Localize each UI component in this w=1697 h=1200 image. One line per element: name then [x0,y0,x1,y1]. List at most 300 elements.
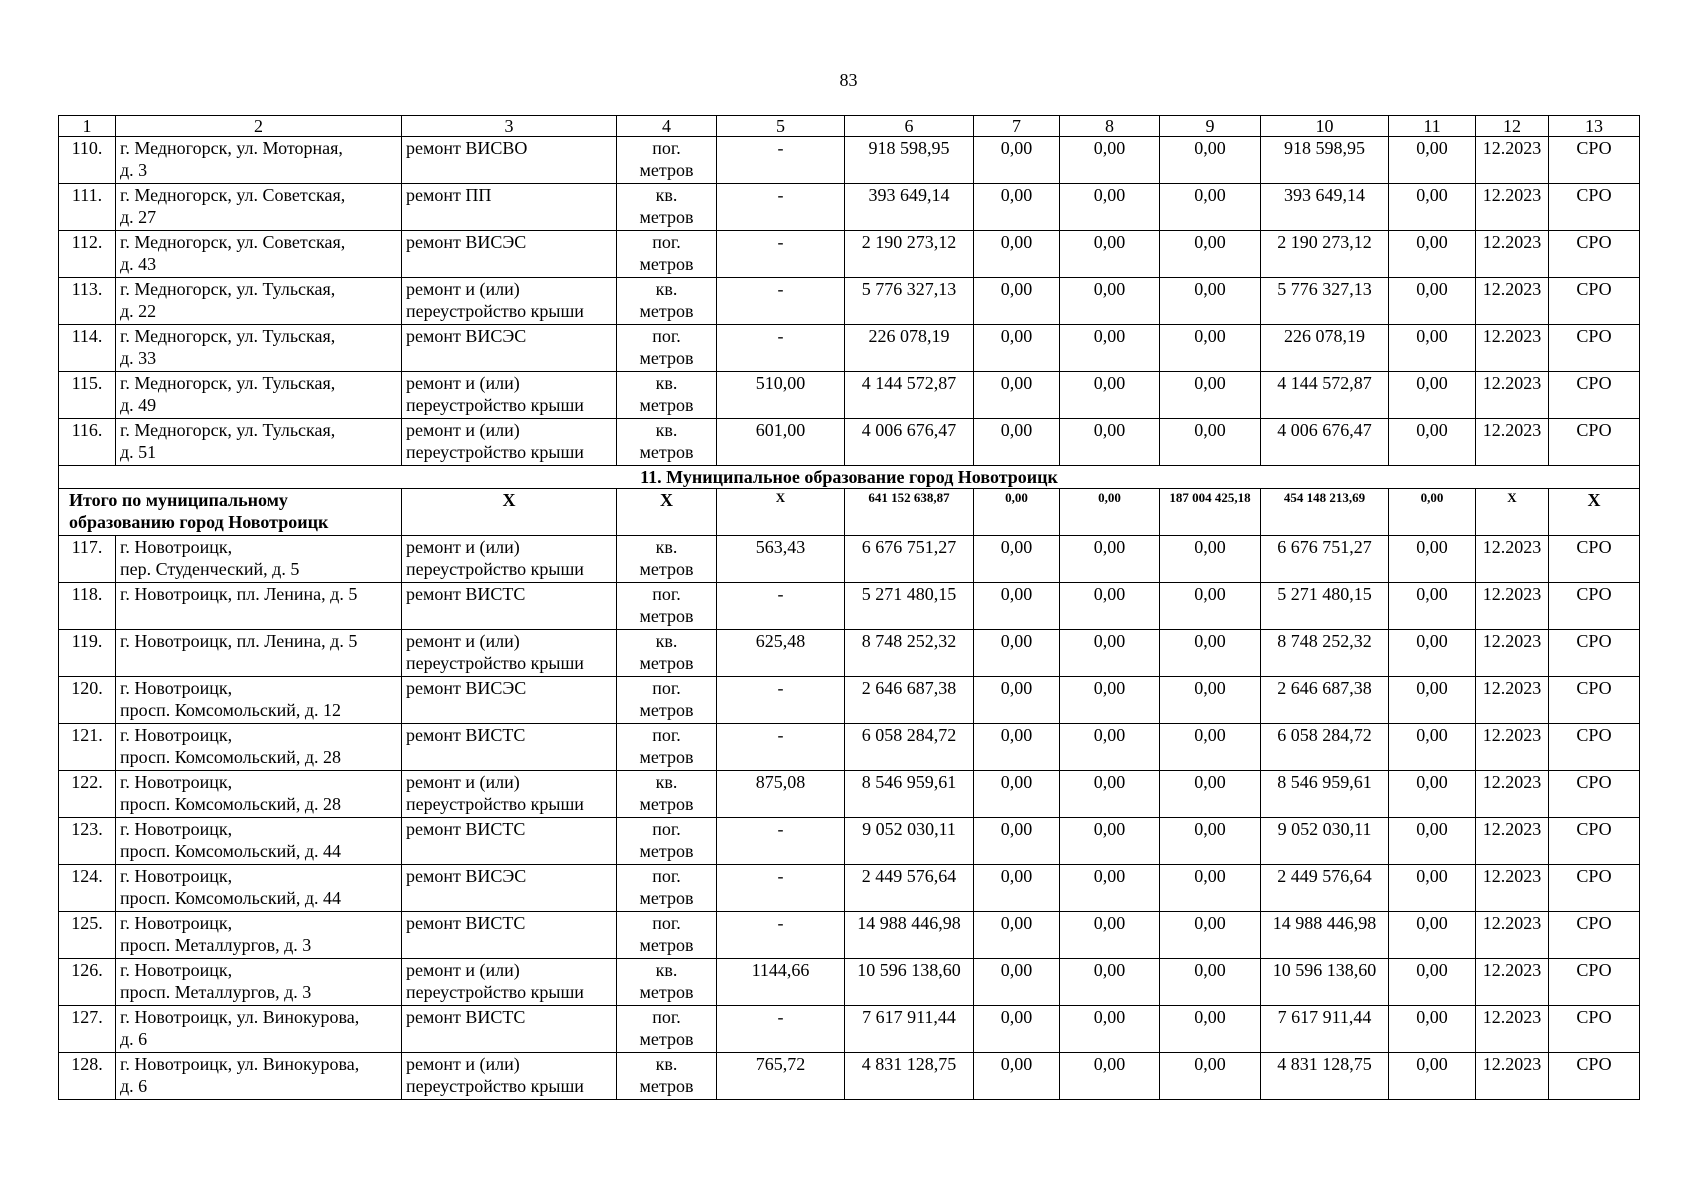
value-c6: 14 988 446,98 [845,912,974,959]
address [116,771,402,818]
value-c8: 0,00 [1060,583,1160,630]
value-c12: 12.2023 [1476,1006,1549,1053]
total-label [59,489,402,536]
column-header: 2 [116,116,402,137]
unit-line-1: кв. [655,420,678,440]
value-c6: 6 676 751,27 [845,536,974,583]
value-c9: 0,00 [1160,583,1261,630]
value-c9: 0,00 [1160,865,1261,912]
address-line-2: д. 51 [120,442,157,462]
work-type [402,724,617,771]
register-table [58,115,1640,1100]
work-type-line-2: переустройство крыши [406,653,584,673]
unit-line-1: пог. [652,819,681,839]
unit-line-2: метров [639,559,694,579]
value-c6: 918 598,95 [845,137,974,184]
value-c6: 6 058 284,72 [845,724,974,771]
value-c12: 12.2023 [1476,959,1549,1006]
value-c7: 0,00 [974,630,1060,677]
value-c12: 12.2023 [1476,419,1549,466]
value-c5: 601,00 [717,419,845,466]
organization: СРО [1549,536,1640,583]
work-type [402,912,617,959]
value-c7: 0,00 [974,959,1060,1006]
table-row [59,677,1640,724]
address [116,278,402,325]
total-c7: 0,00 [974,489,1060,536]
value-c10: 5 271 480,15 [1261,583,1389,630]
address-line-2: д. 22 [120,301,157,321]
row-number: 119. [59,630,116,677]
work-type [402,1006,617,1053]
unit [617,278,717,325]
value-c8: 0,00 [1060,771,1160,818]
address [116,536,402,583]
unit [617,325,717,372]
table-row [59,372,1640,419]
value-c11: 0,00 [1389,372,1476,419]
value-c10: 8 748 252,32 [1261,630,1389,677]
column-header: 5 [717,116,845,137]
unit-line-1: кв. [655,1054,678,1074]
organization: СРО [1549,818,1640,865]
organization: СРО [1549,771,1640,818]
work-type [402,137,617,184]
unit-line-2: метров [639,888,694,908]
table-row [59,1006,1640,1053]
total-c11: 0,00 [1389,489,1476,536]
value-c5: - [717,325,845,372]
value-c5: - [717,583,845,630]
value-c9: 0,00 [1160,231,1261,278]
unit-line-1: пог. [652,678,681,698]
value-c9: 0,00 [1160,959,1261,1006]
address-line-1: г. Новотроицк, ул. Винокурова, [120,1054,360,1074]
value-c11: 0,00 [1389,583,1476,630]
value-c9: 0,00 [1160,677,1261,724]
value-c5: 875,08 [717,771,845,818]
total-c8: 0,00 [1060,489,1160,536]
value-c12: 12.2023 [1476,865,1549,912]
value-c6: 7 617 911,44 [845,1006,974,1053]
value-c11: 0,00 [1389,630,1476,677]
value-c7: 0,00 [974,677,1060,724]
work-type [402,583,617,630]
address [116,630,402,677]
value-c10: 4 006 676,47 [1261,419,1389,466]
work-type-line-2: переустройство крыши [406,1076,584,1096]
work-type-line-1: ремонт ВИСТС [406,1007,526,1027]
total-label-line-1: Итого по муниципальному [69,490,288,510]
address [116,724,402,771]
table-row [59,865,1640,912]
value-c5: - [717,278,845,325]
work-type [402,536,617,583]
row-number: 126. [59,959,116,1006]
value-c11: 0,00 [1389,231,1476,278]
unit-line-2: метров [639,841,694,861]
value-c11: 0,00 [1389,1053,1476,1100]
unit-line-2: метров [639,395,694,415]
value-c8: 0,00 [1060,231,1160,278]
address-line-1: г. Новотроицк, [120,913,233,933]
unit [617,137,717,184]
value-c9: 0,00 [1160,325,1261,372]
organization: СРО [1549,278,1640,325]
value-c10: 9 052 030,11 [1261,818,1389,865]
value-c8: 0,00 [1060,184,1160,231]
table-row [59,278,1640,325]
unit [617,818,717,865]
value-c10: 14 988 446,98 [1261,912,1389,959]
organization: СРО [1549,630,1640,677]
unit-line-2: метров [639,1029,694,1049]
organization: СРО [1549,583,1640,630]
unit [617,536,717,583]
address-line-2: д. 3 [120,160,148,180]
value-c11: 0,00 [1389,1006,1476,1053]
value-c6: 8 546 959,61 [845,771,974,818]
unit-line-1: кв. [655,373,678,393]
row-number: 113. [59,278,116,325]
organization: СРО [1549,959,1640,1006]
unit-line-1: кв. [655,185,678,205]
unit [617,231,717,278]
value-c7: 0,00 [974,1053,1060,1100]
table-row [59,771,1640,818]
value-c8: 0,00 [1060,1053,1160,1100]
work-type-line-2: переустройство крыши [406,559,584,579]
work-type [402,1053,617,1100]
address-line-1: г. Новотроицк, [120,678,233,698]
address-line-2: д. 43 [120,254,157,274]
value-c5: 765,72 [717,1053,845,1100]
address-line-1: г. Медногорск, ул. Моторная, [120,138,343,158]
unit [617,724,717,771]
unit-line-2: метров [639,301,694,321]
value-c10: 4 144 572,87 [1261,372,1389,419]
value-c8: 0,00 [1060,325,1160,372]
value-c7: 0,00 [974,865,1060,912]
address [116,959,402,1006]
total-row [59,489,1640,536]
column-header: 6 [845,116,974,137]
value-c5: - [717,818,845,865]
value-c10: 4 831 128,75 [1261,1053,1389,1100]
address [116,583,402,630]
work-type-line-1: ремонт ВИСЭС [406,866,527,886]
section-row [59,466,1640,489]
value-c5: 510,00 [717,372,845,419]
value-c9: 0,00 [1160,372,1261,419]
value-c8: 0,00 [1060,419,1160,466]
value-c9: 0,00 [1160,536,1261,583]
value-c7: 0,00 [974,583,1060,630]
address-line-1: г. Новотроицк, [120,537,233,557]
unit-line-2: метров [639,606,694,626]
organization: СРО [1549,1053,1640,1100]
address-line-1: г. Новотроицк, [120,960,233,980]
row-number: 124. [59,865,116,912]
value-c10: 2 449 576,64 [1261,865,1389,912]
value-c11: 0,00 [1389,677,1476,724]
value-c8: 0,00 [1060,278,1160,325]
work-type-line-2: переустройство крыши [406,982,584,1002]
value-c9: 0,00 [1160,724,1261,771]
value-c5: - [717,231,845,278]
table-row [59,231,1640,278]
value-c9: 0,00 [1160,419,1261,466]
address-line-2: д. 6 [120,1076,148,1096]
value-c7: 0,00 [974,818,1060,865]
row-number: 120. [59,677,116,724]
value-c6: 5 776 327,13 [845,278,974,325]
value-c5: - [717,865,845,912]
work-type [402,771,617,818]
total-label-line-2: образованию город Новотроицк [69,512,329,532]
row-number: 110. [59,137,116,184]
row-number: 118. [59,583,116,630]
value-c11: 0,00 [1389,724,1476,771]
value-c8: 0,00 [1060,959,1160,1006]
unit-line-1: кв. [655,772,678,792]
unit-line-1: кв. [655,960,678,980]
table-row [59,583,1640,630]
table-row [59,630,1640,677]
value-c9: 0,00 [1160,912,1261,959]
value-c9: 0,00 [1160,1053,1261,1100]
unit-line-1: пог. [652,725,681,745]
organization: СРО [1549,231,1640,278]
total-c6: 641 152 638,87 [845,489,974,536]
row-number: 111. [59,184,116,231]
address [116,325,402,372]
address-line-1: г. Медногорск, ул. Тульская, [120,279,336,299]
column-header: 7 [974,116,1060,137]
value-c12: 12.2023 [1476,536,1549,583]
table-row [59,419,1640,466]
unit [617,372,717,419]
value-c6: 2 646 687,38 [845,677,974,724]
value-c8: 0,00 [1060,1006,1160,1053]
total-c3: Х [402,489,617,536]
unit-line-2: метров [639,442,694,462]
unit-line-1: пог. [652,232,681,252]
value-c10: 10 596 138,60 [1261,959,1389,1006]
address [116,231,402,278]
organization: СРО [1549,677,1640,724]
value-c8: 0,00 [1060,536,1160,583]
address-line-2: просп. Металлургов, д. 3 [120,935,312,955]
work-type-line-1: ремонт и (или) [406,279,520,299]
unit-line-1: кв. [655,537,678,557]
work-type [402,959,617,1006]
address-line-1: г. Новотроицк, [120,725,233,745]
address-line-1: г. Новотроицк, пл. Ленина, д. 5 [120,631,358,651]
value-c7: 0,00 [974,536,1060,583]
table-row [59,959,1640,1006]
value-c5: - [717,912,845,959]
unit-line-1: пог. [652,584,681,604]
column-header: 8 [1060,116,1160,137]
column-header: 3 [402,116,617,137]
address-line-2: просп. Комсомольский, д. 44 [120,841,342,861]
value-c12: 12.2023 [1476,1053,1549,1100]
address-line-1: г. Медногорск, ул. Советская, [120,185,346,205]
value-c10: 8 546 959,61 [1261,771,1389,818]
work-type [402,372,617,419]
value-c10: 6 058 284,72 [1261,724,1389,771]
total-c12: Х [1476,489,1549,536]
address [116,137,402,184]
value-c6: 4 831 128,75 [845,1053,974,1100]
value-c12: 12.2023 [1476,818,1549,865]
value-c6: 4 006 676,47 [845,419,974,466]
value-c12: 12.2023 [1476,677,1549,724]
total-c9: 187 004 425,18 [1160,489,1261,536]
table-row [59,536,1640,583]
row-number: 115. [59,372,116,419]
value-c11: 0,00 [1389,419,1476,466]
value-c10: 393 649,14 [1261,184,1389,231]
address-line-2: д. 33 [120,348,157,368]
address [116,677,402,724]
work-type [402,184,617,231]
value-c11: 0,00 [1389,818,1476,865]
work-type-line-2: переустройство крыши [406,794,584,814]
address-line-2: просп. Комсомольский, д. 44 [120,888,342,908]
work-type-line-1: ремонт ВИСТС [406,725,526,745]
work-type [402,677,617,724]
value-c12: 12.2023 [1476,184,1549,231]
value-c9: 0,00 [1160,630,1261,677]
value-c7: 0,00 [974,137,1060,184]
unit-line-1: пог. [652,138,681,158]
address-line-1: г. Новотроицк, пл. Ленина, д. 5 [120,584,358,604]
table-row [59,184,1640,231]
row-number: 114. [59,325,116,372]
value-c11: 0,00 [1389,771,1476,818]
value-c8: 0,00 [1060,724,1160,771]
address-line-2: д. 6 [120,1029,148,1049]
table-row [59,137,1640,184]
value-c10: 6 676 751,27 [1261,536,1389,583]
work-type-line-1: ремонт и (или) [406,1054,520,1074]
row-number: 123. [59,818,116,865]
work-type [402,865,617,912]
value-c7: 0,00 [974,1006,1060,1053]
value-c11: 0,00 [1389,278,1476,325]
organization: СРО [1549,137,1640,184]
unit-line-2: метров [639,348,694,368]
unit-line-1: кв. [655,631,678,651]
value-c8: 0,00 [1060,677,1160,724]
value-c11: 0,00 [1389,865,1476,912]
work-type [402,818,617,865]
row-number: 116. [59,419,116,466]
unit-line-2: метров [639,747,694,767]
address-line-2: д. 49 [120,395,157,415]
value-c7: 0,00 [974,184,1060,231]
row-number: 125. [59,912,116,959]
unit-line-2: метров [639,1076,694,1096]
row-number: 121. [59,724,116,771]
address-line-2: просп. Металлургов, д. 3 [120,982,312,1002]
value-c12: 12.2023 [1476,771,1549,818]
value-c10: 2 646 687,38 [1261,677,1389,724]
value-c7: 0,00 [974,771,1060,818]
value-c7: 0,00 [974,231,1060,278]
unit-line-1: пог. [652,866,681,886]
value-c8: 0,00 [1060,865,1160,912]
organization: СРО [1549,184,1640,231]
unit [617,583,717,630]
value-c6: 5 271 480,15 [845,583,974,630]
row-number: 127. [59,1006,116,1053]
address-line-2: пер. Студенческий, д. 5 [120,559,300,579]
value-c6: 8 748 252,32 [845,630,974,677]
work-type-line-1: ремонт и (или) [406,960,520,980]
value-c9: 0,00 [1160,771,1261,818]
value-c12: 12.2023 [1476,137,1549,184]
value-c12: 12.2023 [1476,724,1549,771]
value-c8: 0,00 [1060,818,1160,865]
column-header: 9 [1160,116,1261,137]
address-line-1: г. Новотроицк, [120,772,233,792]
value-c12: 12.2023 [1476,325,1549,372]
unit-line-2: метров [639,794,694,814]
total-c4: Х [617,489,717,536]
organization: СРО [1549,724,1640,771]
address-line-1: г. Медногорск, ул. Тульская, [120,373,336,393]
value-c6: 2 449 576,64 [845,865,974,912]
value-c5: - [717,184,845,231]
value-c6: 2 190 273,12 [845,231,974,278]
address-line-2: просп. Комсомольский, д. 28 [120,794,342,814]
value-c11: 0,00 [1389,184,1476,231]
value-c9: 0,00 [1160,1006,1261,1053]
address [116,372,402,419]
work-type-line-2: переустройство крыши [406,442,584,462]
value-c5: 625,48 [717,630,845,677]
value-c11: 0,00 [1389,536,1476,583]
unit [617,865,717,912]
table-row [59,325,1640,372]
row-number: 117. [59,536,116,583]
value-c6: 4 144 572,87 [845,372,974,419]
value-c8: 0,00 [1060,137,1160,184]
work-type-line-1: ремонт ВИСТС [406,913,526,933]
value-c12: 12.2023 [1476,278,1549,325]
column-header: 12 [1476,116,1549,137]
work-type-line-1: ремонт ПП [406,185,492,205]
address [116,818,402,865]
value-c5: - [717,1006,845,1053]
work-type [402,419,617,466]
value-c9: 0,00 [1160,184,1261,231]
column-header: 1 [59,116,116,137]
value-c12: 12.2023 [1476,372,1549,419]
value-c10: 5 776 327,13 [1261,278,1389,325]
unit-line-2: метров [639,982,694,1002]
organization: СРО [1549,1006,1640,1053]
work-type-line-1: ремонт ВИСЭС [406,326,527,346]
unit-line-2: метров [639,653,694,673]
organization: СРО [1549,865,1640,912]
address-line-2: просп. Комсомольский, д. 28 [120,747,342,767]
address-line-2: д. 27 [120,207,157,227]
unit [617,184,717,231]
